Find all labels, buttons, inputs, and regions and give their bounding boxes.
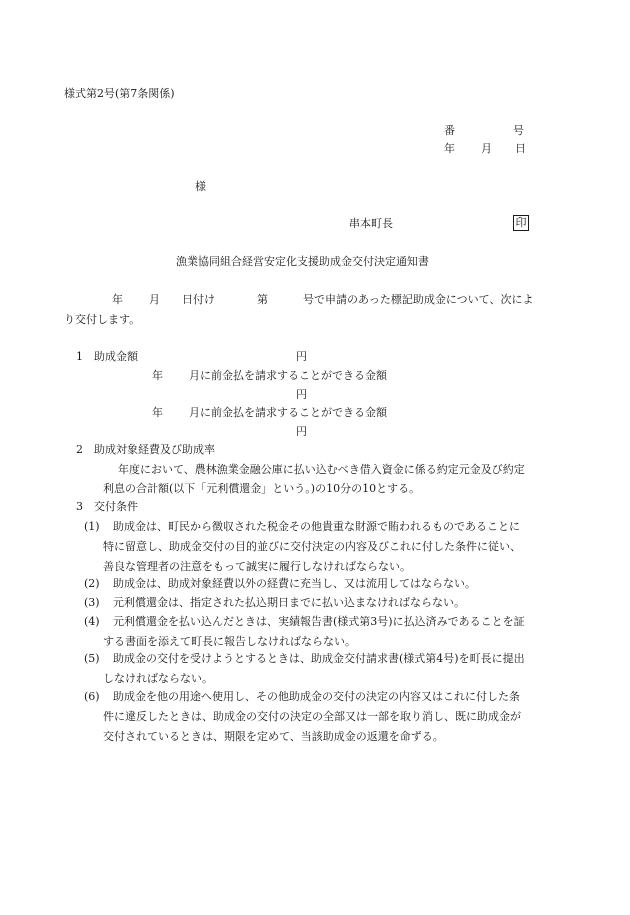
section2-heading: 2 助成対象経費及び助成率 [76, 443, 215, 456]
condition-line: しなければならない。 [103, 672, 213, 685]
condition-line: 交付されているときは、期限を定めて、当該助成金の返還を命ずる。 [103, 730, 444, 743]
date-year-label: 年 [444, 142, 455, 155]
condition-line: 元利償還金は、指定された払込期日までに払い込まなければならない。 [113, 596, 465, 609]
intro-dai-label: 第 [257, 293, 268, 306]
condition-line: 助成金は、町民から徴収された税金その他貴重な財源で賄われるものであることに [113, 520, 520, 533]
intro-month-label: 月 [149, 293, 160, 306]
prepay1-text: 月に前金払を請求することができる金額 [189, 369, 387, 382]
condition-number: (5) [84, 652, 100, 665]
condition-line: 助成金の交付を受けようとするときは、助成金交付請求書(様式第4号)を町長に提出 [113, 652, 525, 665]
condition-number: (3) [84, 596, 100, 609]
number-label-go: 号 [513, 124, 524, 137]
prepay1-year-label: 年 [152, 369, 163, 382]
form-label: 様式第2号(第7条関係) [64, 87, 175, 100]
section2-line1: 年度において、農林漁業金融公庫に払い込むべき借入資金に係る約定元金及び約定 [118, 463, 525, 476]
section1-yen-2: 円 [296, 388, 307, 401]
prepay2-text: 月に前金払を請求することができる金額 [189, 406, 387, 419]
condition-line: 件に違反したときは、助成金の交付の決定の全部又は一部を取り消し、既に助成金が [103, 710, 521, 723]
intro-year-label: 年 [112, 293, 123, 306]
date-month-label: 月 [481, 142, 492, 155]
condition-line: する書面を添えて町長に報告しなければならない。 [103, 635, 356, 648]
section1-yen-3: 円 [296, 425, 307, 438]
date-day-label: 日 [515, 142, 526, 155]
issuer-name: 串本町長 [349, 217, 393, 230]
condition-number: (1) [84, 520, 100, 533]
condition-line: 助成金を他の用途へ使用し、その他助成金の交付の決定の内容又はこれに付した条 [113, 690, 520, 703]
section3-heading: 3 交付条件 [76, 500, 138, 513]
condition-line: 特に留意し、助成金交付の目的並びに交付決定の内容及びこれに付した条件に従い、 [103, 540, 521, 553]
intro-line2: り交付します。 [64, 313, 141, 326]
condition-number: (2) [84, 577, 100, 590]
condition-item-3 [103, 593, 465, 613]
prepay2-year-label: 年 [152, 406, 163, 419]
addressee-suffix: 様 [195, 180, 206, 193]
section1-heading: 1 助成金額 [76, 350, 138, 363]
seal-mark: 印 [513, 215, 529, 231]
condition-line: 善良な管理者の注意をもって誠実に履行しなければならない。 [103, 560, 411, 573]
document-title: 漁業協同組合経営安定化支援助成金交付決定通知書 [176, 255, 429, 268]
condition-item-5 [103, 649, 525, 689]
condition-item-1 [103, 517, 521, 577]
intro-date-label: 日付け [182, 293, 215, 306]
condition-number: (6) [84, 690, 100, 703]
section2-line2: 利息の合計額(以下「元利償還金」という。)の10分の10とする。 [103, 482, 421, 495]
intro-line1-rest: 号で申請のあった標記助成金について、次によ [303, 293, 534, 306]
condition-line: 助成金は、助成対象経費以外の経費に充当し、又は流用してはならない。 [113, 577, 476, 590]
condition-number: (4) [84, 615, 100, 628]
condition-item-6 [103, 687, 521, 747]
condition-item-2 [103, 574, 476, 594]
number-label-ban: 番 [444, 124, 455, 137]
condition-item-4 [103, 612, 525, 652]
condition-line: 元利償還金を払い込んだときは、実績報告書(様式第3号)に払込済みであることを証 [113, 615, 525, 628]
section1-yen-1: 円 [296, 350, 307, 363]
